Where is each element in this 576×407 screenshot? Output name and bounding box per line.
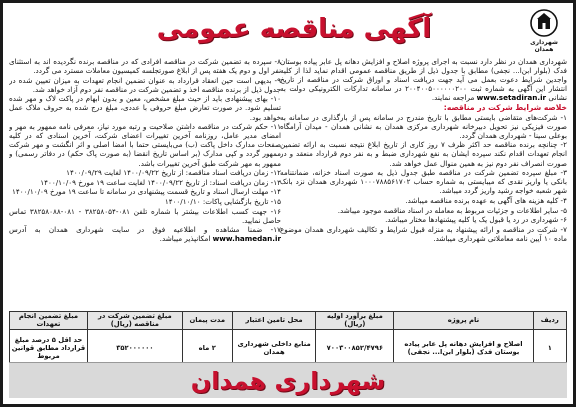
- condition-item: ۴- کلیه هزینه های آگهی به عهده برنده مناقصه میباشد.: [405, 195, 567, 205]
- conditions-title: خلاصه شرایط شرکت در مناقصه:: [443, 102, 567, 112]
- condition-item: ۶- شهرداری در رد یا قبول یک یا کلیه پیشنهادها مختار میباشد.: [385, 215, 567, 225]
- condition-item: ۵- سایر اطلاعات و جزئیات مربوط به معامله در اسناد مناقصه موجود میباشد.: [337, 205, 567, 215]
- right-column: [280, 57, 567, 309]
- page-title: آگهی مناقصه عمومی: [156, 10, 432, 48]
- condition-item: ۸- سپرده به تضمین شرکت در مناقصه افرادی که در مناقصه برنده نگردیده اند به استثنای نفر اول و دوم یک هفته پس از ابلاغ صورتجلسه کمیسیون معاملات مسترد می گردد.: [9, 57, 281, 76]
- hamedan-link[interactable]: www.hamedan.ir: [212, 234, 281, 244]
- condition-item: ۱۲- زمان دریافت اسناد مناقصه: از تاریخ ۱۴۰۰/۰۹/۲۲ لغایت ۱۴۰۰/۰۹/۲۹: [66, 168, 281, 178]
- condition-item: [9, 225, 281, 243]
- column-header: مبلغ برآورد اولیه (ریال): [316, 312, 394, 330]
- logo-text: شهرداری همدان: [530, 39, 558, 53]
- column-header: مدت پیمان: [182, 312, 232, 330]
- table-row: [10, 330, 567, 366]
- column-header: مبلغ تضمین انجام تعهدات: [10, 312, 88, 330]
- table-cell: اصلاح و افزایش دهانه پل عابر پیاده بوستان فدک (بلوار ابن‌ا... نجفی): [394, 330, 533, 366]
- column-header: محل تامین اعتبار: [232, 312, 316, 330]
- column-header: نام پروژه: [394, 312, 533, 330]
- column-header: مبلغ تضمین شرکت در مناقصه (ریال): [88, 312, 183, 330]
- body-columns: [9, 57, 567, 309]
- condition-item: ۱- شرکت‌های متقاضی بایستی مطابق با تاریخ مندرج در سامانه پس از بارگذاری در سامانه به صورت فیزیکی نیز تحویل دبیرخانه شهرداری مرکزی همدان به نشانی همدان - میدان آرامگاه بوعلی سینا - شهرداری همدان گردد.: [280, 112, 567, 140]
- table-header-row: [10, 312, 567, 330]
- intro-text: شهرداری همدان در نظر دارد نسبت به اجرای پروژه اصلاح و افزایش دهانه پل عابر پیاده بوستان فدک (بلوار ابن‌ا... نجفی) مطابق با جدول ذیل از طریق مناقصه عمومی اقدام نماید لذا از کلیه واجدین شرایط دعوت بعمل می آید جهت دریافت اسناد و اوراق شرکت در مناقصه از تاریخ انتشار این آگهی به شماره ثبت ۲۰۰۴۰۰۵۰۰۰۰۰۰۲۰۰ در سامانه تدارکات الکترونیکی دولت به نشانی: [280, 57, 567, 103]
- column-header: ردیف: [533, 312, 566, 330]
- website-note: ۱۷- ضمنا مشاهده و اطلاعیه فوق در سایت شهرداری همدان به آدرس: [9, 225, 281, 235]
- setadiran-link[interactable]: www.setadiran.ir: [476, 93, 547, 103]
- logo: [522, 8, 566, 54]
- table-cell: ۷۰۰۳۰۰۸۵۲/۴۷۹۶: [316, 330, 394, 366]
- intro-tail: مراجعه نمایند.: [431, 93, 475, 103]
- table-cell: حد اقل ۵ درصد مبلغ قرارداد مطابق قوانین مربوط: [10, 330, 88, 366]
- footer-title: شهرداری همدان: [190, 367, 386, 395]
- tender-table-wrap: [9, 311, 567, 367]
- tender-table: [9, 311, 567, 366]
- condition-item: ۲- چنانچه برنده مناقصه حد اکثر ظرف ۷ روز کاری از تاریخ ابلاغ نتیجه نسبت به ارائه تضمین انجام تعهدات اقدام نکند سپرده ایشان به نفع شهرداری ضبط و به نفر دوم قرارداد منعقد و در صورت انصراف نفر دوم نیز به همین منوال عمل خواهد شد.: [280, 140, 567, 168]
- website-note-tail: امکانپذیر میباشد.: [159, 234, 211, 244]
- condition-item: ۱۶- جهت کسب اطلاعات بیشتر با شماره تلفن ۰۸۱-۳۸۲۵۸۰۵۴ - ۰۸۱-۳۸۲۵۸۰۸۸ تماس حاصل نمایید.: [9, 206, 281, 225]
- condition-item: ۱۵- تاریخ بازگشایی پاکات: ۱۴۰۰/۱۰/۱۰: [164, 196, 281, 206]
- table-cell: ۲ ماه: [182, 330, 232, 366]
- condition-item: ۱۰- بهای پیشنهادی باید از حیث مبلغ مشخص، معین و بدون ابهام در پاکت لاک و مهر شده تسلیم شود. در صورت تعارض مبلغ حروفی با عددی، مبلغ درج شده به حروف ملاک عمل خواهد بود.: [9, 94, 281, 122]
- condition-item: ۱۳- زمان دریافت اسناد: از تاریخ ۱۴۰۰/۰۹/۲۲ لغایت ساعت ۱۹ مورخ ۱۴۰۰/۱۰/۰۹: [40, 177, 281, 187]
- condition-item: ۹- بدیهی است حین انعقاد قرارداد به عنوان تضمین انجام تعهدات به میزان تعیین شده در جدول ذیل از برنده مناقصه اخذ و تضمین شرکت در مناقصه نفر دوم آزاد خواهد شد.: [9, 75, 281, 94]
- table-cell: منابع داخلی شهرداری همدان: [232, 330, 316, 366]
- header: [6, 6, 570, 56]
- condition-item: ۳- مبلغ سپرده تضمین شرکت در مناقصه طبق جدول ذیل به صورت اسناد خزانه، ضمانتنامه بانکی یا واریز نقدی که میبایستی به شماره حساب ۱۰۰۰۷۸۸۵۶۱۷۰۲ شهرداری همدان نزد بانک شهر شعبه خواجه رشید واریز گردد میباشد.: [280, 168, 567, 196]
- condition-item: ۱۱- حکم شرکت در مناقصه داشتن صلاحیت و رتبه مورد نیاز، معرفی نامه ممهور به مهر و امضای مدیر عامل، روزنامه آخرین تغییرات اعضای شرکت، آخرین اسنادی که در کلیه صفحات مدارک داخل پاکت (ب) می‌بایستی حتما با امضا اصلی و اثر انگشت و مهر شرکت ممهور گردد و کپی مدارک (بر اساس تاریخ انقضا (به صورت پاک حکم) در دفاتر رسمی) و ممهور به مهر شرکت طبق آخرین تغییرات باشد.: [9, 122, 281, 168]
- footer-banner: [9, 362, 567, 398]
- left-column: [9, 57, 281, 309]
- municipality-emblem-icon: [529, 8, 559, 38]
- condition-item: ۷- شرکت در مناقصه و ارائه پیشنهاد به منزله قبول شرایط و تکالیف شهرداری همدان موضوع ماده ۱۰ آیین نامه معاملاتی شهرداری میباشد.: [280, 224, 567, 243]
- table-cell: ۱: [533, 330, 566, 366]
- intro-paragraph: [280, 57, 567, 102]
- table-cell: ۳۵۲۰۰۰۰۰۰: [88, 330, 183, 366]
- condition-item: ۱۴- مهلت ارسال اسناد و تاریخ قسمت پیشنهادی در سامانه تا ساعت ۱۹ مورخ ۱۴۰۰/۱۰/۰۹: [12, 187, 281, 197]
